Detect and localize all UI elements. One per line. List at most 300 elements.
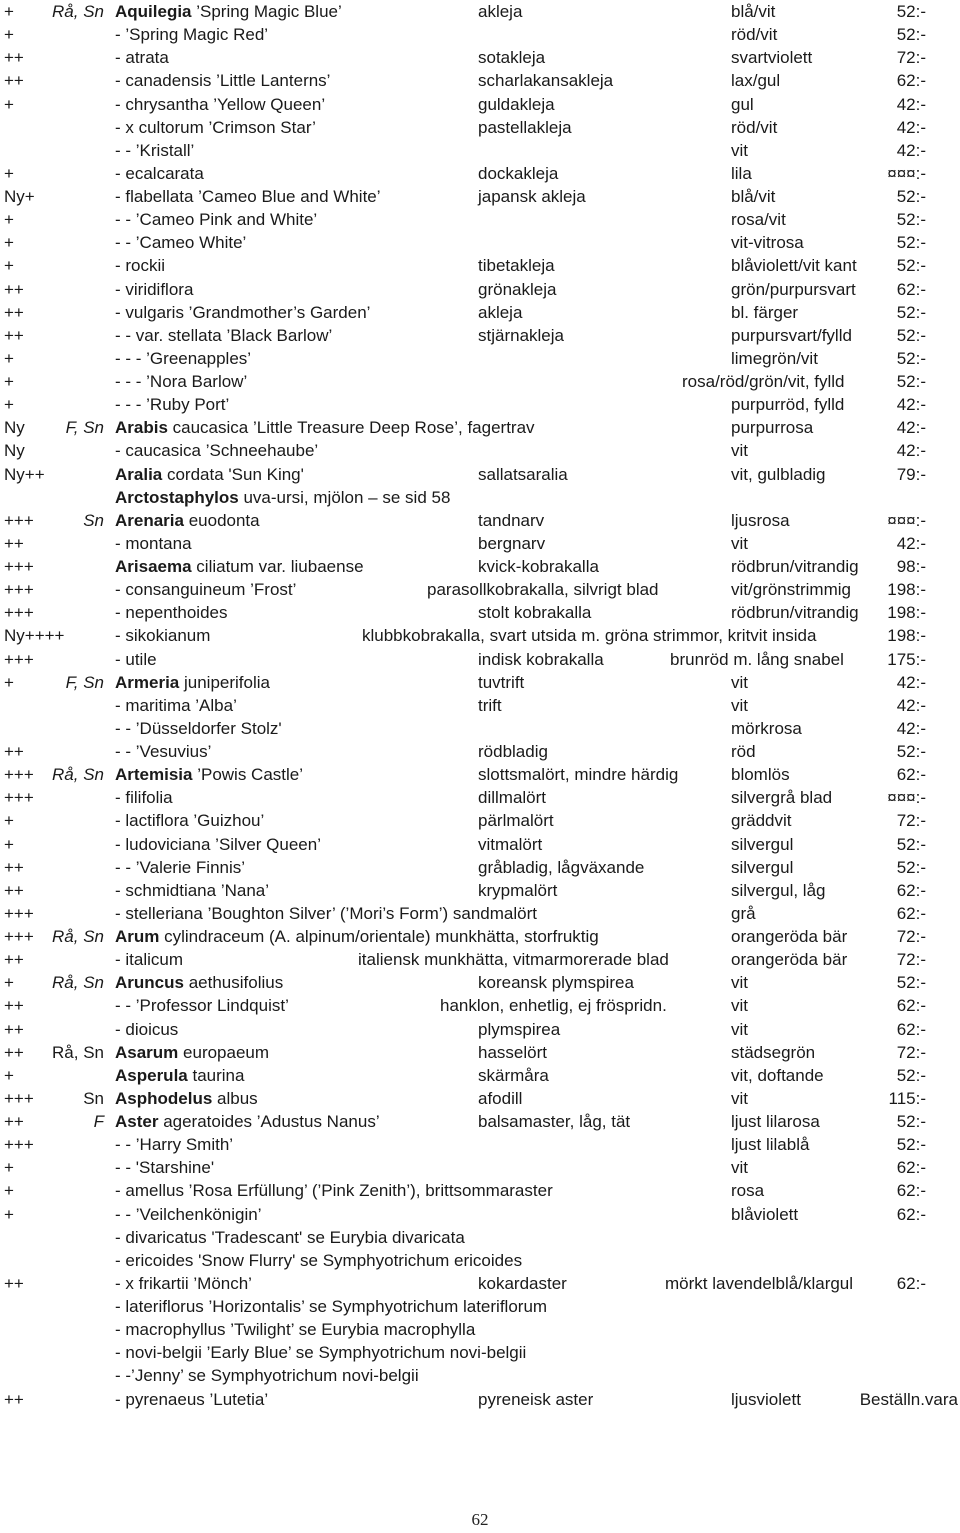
species-name: - - var. stellata ’Black Barlow’ [115, 325, 333, 345]
flower-color: städsegrön [731, 1042, 816, 1062]
hardiness-mark: + [4, 372, 14, 391]
catalog-row [0, 1388, 960, 1411]
species-name: - amellus ’Rosa Erfüllung’ (’Pink Zenith’), brittsommaraster [115, 1181, 553, 1201]
catalog-row [0, 1341, 960, 1364]
zone-label: F, Sn [65, 418, 104, 438]
swedish-name: afodill [478, 1088, 523, 1108]
plant-name [115, 1110, 380, 1133]
swedish-name: pyreneisk aster [478, 1389, 594, 1409]
species-name: - - ’Professor Lindquist’ [115, 996, 289, 1016]
plant-name [115, 301, 370, 324]
swedish-name: gråbladig, lågväxande [478, 857, 645, 877]
price: 52:- [896, 233, 926, 253]
plant-name [115, 948, 183, 971]
catalog-row [0, 578, 960, 601]
genus-name: Arum [115, 927, 160, 946]
hardiness-mark: + [4, 1181, 14, 1201]
zone-label: Rå, Sn [52, 973, 104, 993]
price: 98:- [896, 557, 926, 576]
hardiness-mark: +++ [4, 903, 34, 923]
zone-label: F, Sn [65, 672, 104, 692]
plant-name [115, 1226, 465, 1249]
price: 52:- [896, 25, 926, 45]
flower-color: blå/vit [731, 187, 776, 206]
price: 42:- [896, 140, 926, 160]
price: 62:- [896, 1019, 926, 1039]
species-name: - nepenthoides [115, 603, 228, 623]
plant-name [115, 0, 342, 23]
swedish-name: sallatsaralia [478, 464, 568, 484]
plant-name [115, 116, 316, 139]
catalog-row [0, 23, 960, 46]
species-name: - divaricatus 'Tradescant' se Eurybia divaricata [115, 1227, 465, 1247]
species-name: aethusifolius [183, 973, 284, 993]
price: 52:- [896, 1065, 926, 1085]
catalog-row [0, 509, 960, 532]
swedish-name: kokardaster [478, 1273, 567, 1293]
hardiness-mark: Ny+ [4, 187, 35, 206]
swedish-name: guldakleja [478, 94, 555, 114]
plant-name [115, 902, 537, 925]
hardiness-mark: ++ [4, 71, 24, 91]
species-name: - utile [115, 649, 157, 669]
genus-name: Arisaema [115, 557, 192, 576]
swedish-name: akleja [478, 302, 523, 322]
catalog-row [0, 231, 960, 254]
swedish-name: italiensk munkhätta, vitmarmorerade blad [358, 950, 669, 970]
species-name: - ludoviciana ’Silver Queen’ [115, 834, 321, 854]
species-name: - montana [115, 533, 192, 553]
catalog-row [0, 925, 960, 948]
genus-name: Artemisia [115, 765, 193, 785]
species-name: - ecalcarata [115, 163, 204, 183]
price: 62:- [896, 1158, 926, 1178]
species-name: - - ’Cameo Pink and White’ [115, 210, 318, 230]
genus-name: Armeria [115, 672, 180, 692]
flower-color: vit [731, 973, 748, 993]
flower-color: rödbrun/vitrandig [731, 603, 859, 623]
flower-color: orangeröda bär [731, 927, 848, 946]
price: 42:- [896, 695, 926, 715]
catalog-row [0, 486, 960, 509]
species-name: - consanguineum ’Frost’ [115, 580, 297, 600]
swedish-name: kvick-kobrakalla [478, 557, 599, 576]
species-name: ’Spring Magic Blue’ [191, 2, 342, 21]
flower-color: röd [731, 742, 756, 761]
plant-name [115, 1364, 419, 1387]
catalog-row [0, 1156, 960, 1179]
zone-label: F [93, 1112, 104, 1131]
species-name: - ’Spring Magic Red’ [115, 25, 269, 45]
species-name: - x cultorum ’Crimson Star’ [115, 117, 316, 137]
price: 52:- [896, 834, 926, 854]
swedish-name: japansk akleja [478, 187, 586, 206]
catalog-row [0, 463, 960, 486]
price: 42:- [896, 117, 926, 137]
genus-name: Asphodelus [115, 1088, 213, 1108]
swedish-name: tuvtrift [478, 672, 525, 692]
hardiness-mark: + [4, 973, 14, 993]
hardiness-mark: Ny++++ [4, 626, 65, 646]
plant-name [115, 601, 227, 624]
swedish-name: trift [478, 695, 502, 715]
flower-color: vit [731, 533, 748, 553]
catalog-row [0, 740, 960, 763]
catalog-row [0, 717, 960, 740]
hardiness-mark: + [4, 256, 14, 276]
plant-name [115, 208, 317, 231]
catalog-row [0, 1318, 960, 1341]
price: 52:- [896, 742, 926, 761]
price: 72:- [896, 48, 926, 68]
price: 42:- [896, 718, 926, 738]
hardiness-mark: + [4, 1065, 14, 1085]
flower-color: vit [731, 441, 748, 461]
swedish-name: vitmalört [478, 834, 543, 854]
swedish-name: parasollkobrakalla, silvrigt blad [427, 580, 659, 600]
species-name: - flabellata ’Cameo Blue and White’ [115, 187, 381, 206]
price: 52:- [896, 325, 926, 345]
flower-color: limegrön/vit [731, 348, 818, 368]
hardiness-mark: + [4, 672, 14, 692]
price: 52:- [896, 2, 926, 21]
catalog-row [0, 393, 960, 416]
swedish-name: plymspirea [478, 1019, 561, 1039]
flower-color: svartviolett [731, 48, 813, 68]
price: ¤¤¤:- [887, 163, 926, 183]
flower-color: gräddvit [731, 811, 792, 831]
price: 52:- [896, 210, 926, 230]
plant-name [115, 740, 211, 763]
plant-name [115, 1203, 261, 1226]
plant-name [115, 809, 264, 832]
species-name: - maritima ’Alba’ [115, 695, 237, 715]
plant-name [115, 23, 268, 46]
flower-color: mörkrosa [731, 718, 802, 738]
species-name: ageratoides ’Adustus Nanus’ [158, 1112, 380, 1131]
plant-name [115, 786, 173, 809]
price: 62:- [896, 880, 926, 900]
catalog-row [0, 1249, 960, 1272]
swedish-name: stjärnakleja [478, 325, 564, 345]
catalog-row [0, 1226, 960, 1249]
genus-name: Aralia [115, 464, 163, 484]
plant-name [115, 671, 270, 694]
catalog-row [0, 648, 960, 671]
plant-name [115, 925, 599, 948]
plant-name [115, 694, 237, 717]
hardiness-mark: +++ [4, 788, 34, 808]
species-name: euodonta [183, 510, 260, 530]
species-name: - vulgaris ’Grandmother’s Garden’ [115, 302, 371, 322]
plant-name [115, 1041, 269, 1064]
plant-name [115, 1064, 244, 1087]
flower-color: röd/vit [731, 117, 778, 137]
genus-name: Arenaria [115, 510, 184, 530]
hardiness-mark: ++ [4, 880, 24, 900]
swedish-name: indisk kobrakalla [478, 649, 604, 669]
flower-color: lax/gul [731, 71, 781, 91]
plant-name [115, 833, 321, 856]
plant-name [115, 1133, 233, 1156]
price: 62:- [896, 1273, 926, 1293]
hardiness-mark: ++ [4, 742, 24, 761]
genus-name: Aruncus [115, 973, 184, 993]
flower-color: purpurröd, fylld [731, 395, 845, 415]
swedish-name: skärmåra [478, 1065, 549, 1085]
zone-label: Rå, Sn [52, 927, 104, 946]
flower-color: silvergul [731, 857, 794, 877]
swedish-name: dockakleja [478, 163, 559, 183]
flower-color: ljust lilablå [731, 1135, 810, 1155]
hardiness-mark: +++ [4, 603, 34, 623]
catalog-row [0, 671, 960, 694]
species-name: albus [212, 1088, 258, 1108]
plant-name [115, 185, 381, 208]
zone-label: Sn [83, 1088, 104, 1108]
price: 115:- [888, 1088, 926, 1108]
catalog-row [0, 833, 960, 856]
plant-name [115, 1156, 214, 1179]
catalog-row [0, 994, 960, 1017]
plant-name [115, 1388, 268, 1411]
hardiness-mark: ++ [4, 48, 24, 68]
species-name: - - ’Vesuvius’ [115, 742, 212, 761]
swedish-name: pärlmalört [478, 811, 554, 831]
plant-name [115, 856, 245, 879]
hardiness-mark: ++ [4, 325, 24, 345]
catalog-row [0, 948, 960, 971]
plant-name [115, 416, 535, 439]
flower-color: purpurrosa [731, 418, 814, 438]
flower-color: ljusrosa [731, 510, 790, 530]
hardiness-mark: Ny [4, 418, 25, 438]
flower-color: röd/vit [731, 25, 778, 45]
hardiness-mark: ++ [4, 1273, 24, 1293]
price: 42:- [896, 672, 926, 692]
price: ¤¤¤:- [887, 510, 926, 530]
catalog-row [0, 370, 960, 393]
swedish-name: sotakleja [478, 48, 546, 68]
hardiness-mark: + [4, 233, 14, 253]
flower-color: rödbrun/vitrandig [731, 557, 859, 576]
species-name: - novi-belgii ’Early Blue’ se Symphyotrichum novi-belgii [115, 1343, 527, 1363]
flower-color: brunröd m. lång snabel [670, 649, 844, 669]
species-name: cordata 'Sun King' [162, 464, 304, 484]
species-name: europaeum [178, 1042, 270, 1062]
price: 62:- [896, 996, 926, 1016]
price: 52:- [896, 302, 926, 322]
catalog-row [0, 278, 960, 301]
price: 52:- [896, 348, 926, 368]
plant-name [115, 1087, 258, 1110]
flower-color: vit, doftande [731, 1065, 824, 1085]
hardiness-mark: ++ [4, 1042, 24, 1062]
species-name: - x frikartii ’Mönch’ [115, 1273, 252, 1293]
price: 52:- [896, 973, 926, 993]
hardiness-mark: +++ [4, 1135, 34, 1155]
hardiness-mark: ++ [4, 857, 24, 877]
plant-name [115, 717, 282, 740]
genus-name: Arabis [115, 418, 168, 438]
price: 198:- [887, 603, 926, 623]
species-name: - sikokianum [115, 626, 211, 646]
catalog-row [0, 763, 960, 786]
plant-name [115, 971, 283, 994]
catalog-row [0, 694, 960, 717]
plant-name [115, 994, 289, 1017]
catalog-row [0, 301, 960, 324]
plant-name [115, 578, 296, 601]
hardiness-mark: Ny [4, 441, 25, 461]
plant-name [115, 1295, 547, 1318]
species-name: - - ’Düsseldorfer Stolz' [115, 718, 282, 738]
species-name: caucasica ’Little Treasure Deep Rose’, fagertrav [167, 418, 535, 438]
plant-name [115, 1341, 526, 1364]
hardiness-mark: ++ [4, 302, 24, 322]
flower-color: rosa [731, 1181, 765, 1201]
plant-name [115, 46, 169, 69]
plant-name [115, 624, 210, 647]
species-name: ’Powis Castle’ [192, 765, 304, 785]
price: 52:- [896, 256, 926, 276]
swedish-name: tibetakleja [478, 256, 555, 276]
catalog-row [0, 1295, 960, 1318]
flower-color: vit [731, 672, 748, 692]
species-name: - atrata [115, 48, 169, 68]
hardiness-mark: ++ [4, 950, 24, 970]
flower-color: ljusviolett [731, 1389, 801, 1409]
species-name: - macrophyllus ’Twilight’ se Eurybia macrophylla [115, 1320, 476, 1340]
plant-name [115, 439, 318, 462]
catalog-row [0, 185, 960, 208]
price: Beställn.vara [859, 1389, 958, 1409]
species-name: - dioicus [115, 1019, 179, 1039]
plant-name [115, 763, 303, 786]
genus-name: Aquilegia [115, 2, 192, 21]
price: 52:- [896, 372, 926, 391]
swedish-name: slottsmalört, mindre härdig [478, 765, 679, 785]
catalog-row [0, 1364, 960, 1387]
species-name: - - ’Valerie Finnis’ [115, 857, 246, 877]
catalog-row [0, 1203, 960, 1226]
species-name: uva-ursi, mjölon – se sid 58 [238, 487, 451, 507]
catalog-row [0, 1041, 960, 1064]
flower-color: ljust lilarosa [731, 1112, 820, 1131]
flower-color: silvergul, låg [731, 880, 826, 900]
swedish-name: krypmalört [478, 880, 558, 900]
genus-name: Arctostaphylos [115, 487, 239, 507]
price: 79:- [896, 464, 926, 484]
species-name: taurina [187, 1065, 245, 1085]
price: 62:- [896, 279, 926, 299]
plant-name [115, 324, 332, 347]
catalog-row [0, 1087, 960, 1110]
catalog-row [0, 971, 960, 994]
flower-color: gul [731, 94, 754, 114]
catalog-row [0, 254, 960, 277]
catalog-row [0, 208, 960, 231]
price: 52:- [896, 187, 926, 206]
price: 175:- [887, 649, 926, 669]
hardiness-mark: + [4, 834, 14, 854]
price: 198:- [887, 626, 926, 646]
species-name: - ericoides 'Snow Flurry' se Symphyotrichum ericoides [115, 1250, 523, 1270]
catalog-row [0, 162, 960, 185]
species-name: - stelleriana ’Boughton Silver’ (’Mori’s Form’) sandmalört [115, 903, 537, 923]
hardiness-mark: ++ [4, 996, 24, 1016]
hardiness-mark: +++ [4, 510, 34, 530]
hardiness-mark: +++ [4, 649, 34, 669]
hardiness-mark: + [4, 348, 14, 368]
catalog-row [0, 46, 960, 69]
flower-color: vit [731, 695, 748, 715]
hardiness-mark: + [4, 2, 14, 21]
plant-name [115, 509, 260, 532]
price: 42:- [896, 418, 926, 438]
swedish-name: klubbkobrakalla, svart utsida m. gröna strimmor, kritvit insida [362, 626, 817, 646]
price: 52:- [896, 857, 926, 877]
flower-color: vit/grönstrimmig [731, 580, 851, 600]
swedish-name: bergnarv [478, 533, 546, 553]
genus-name: Aster [115, 1112, 159, 1131]
swedish-name: pastellakleja [478, 117, 572, 137]
catalog-row [0, 1133, 960, 1156]
plant-name [115, 347, 251, 370]
hardiness-mark: ++ [4, 279, 24, 299]
flower-color: grön/purpursvart [731, 279, 856, 299]
flower-color: rosa/vit [731, 210, 786, 230]
hardiness-mark: + [4, 1158, 14, 1178]
genus-name: Asperula [115, 1065, 188, 1085]
flower-color: silvergul [731, 834, 794, 854]
catalog-row [0, 1272, 960, 1295]
species-name: - - ’Cameo White’ [115, 233, 247, 253]
catalog-row [0, 116, 960, 139]
flower-color: vit [731, 1088, 748, 1108]
plant-name [115, 1018, 178, 1041]
species-name: - italicum [115, 950, 184, 970]
plant-name [115, 879, 269, 902]
flower-color: vit, gulbladig [731, 464, 826, 484]
plant-name [115, 1318, 475, 1341]
catalog-row [0, 69, 960, 92]
catalog-row [0, 809, 960, 832]
price: 42:- [896, 395, 926, 415]
plant-name [115, 231, 246, 254]
swedish-name: stolt kobrakalla [478, 603, 592, 623]
plant-name [115, 648, 157, 671]
swedish-name: scharlakansakleja [478, 71, 614, 91]
catalog-row [0, 1110, 960, 1133]
species-name: ciliatum var. liubaense [191, 557, 364, 576]
plant-name [115, 139, 194, 162]
flower-color: orangeröda bär [731, 950, 848, 970]
zone-label: Sn [83, 510, 104, 530]
species-name: - - ’Kristall’ [115, 140, 195, 160]
species-name: - pyrenaeus ’Lutetia’ [115, 1389, 269, 1409]
swedish-name: rödbladig [478, 742, 548, 761]
plant-name [115, 532, 192, 555]
hardiness-mark: +++ [4, 927, 34, 946]
catalog-row [0, 601, 960, 624]
catalog-row [0, 93, 960, 116]
plant-name [115, 254, 165, 277]
species-name: - filifolia [115, 788, 173, 808]
price: 72:- [896, 1042, 926, 1062]
catalog-row [0, 902, 960, 925]
species-name: - rockii [115, 256, 166, 276]
